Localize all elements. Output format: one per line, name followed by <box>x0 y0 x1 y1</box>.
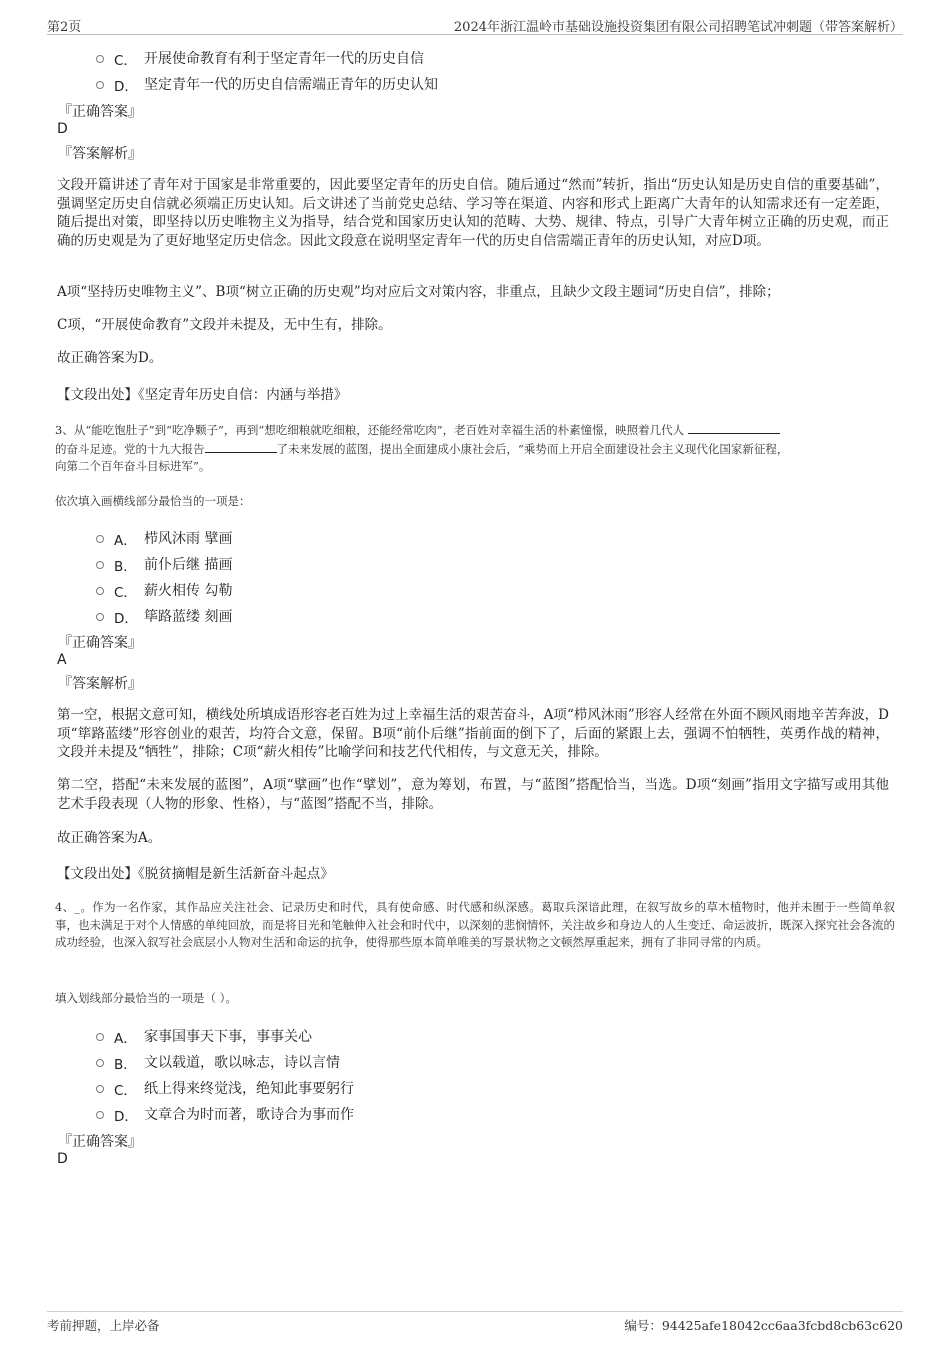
q3-answer: A <box>57 652 67 668</box>
radio-icon[interactable] <box>96 55 104 63</box>
q2-answer-label: 『正确答案』 <box>58 104 142 120</box>
q2-analysis-p3: C项，“开展使命教育”文段并未提及，无中生有，排除。 <box>57 317 392 333</box>
radio-icon[interactable] <box>96 587 104 595</box>
q4-stem: 4、_。作为一名作家，其作品应关注社会、记录历史和时代，具有使命感、时代感和纵深感。葛取兵深谙此理，在叙写故乡的草木植物时，他并未囿于一些简单叙事，也未满足于对个人情感的单纯回放，而是将目光和笔触伸入社会和时代中，以深刻的悲悯情怀，关注故乡和身边人的人生变迁、命运波折，既深入探究社会各流的成功经验，也深入叙写社会底层小人物对生活和命运的抗争，使得那些原本简单唯美的写景状物之文顿然厚重起来，拥有了非同寻常的内质。 <box>55 900 895 949</box>
q2-analysis-p2: A项“坚持历史唯物主义”、B项“树立正确的历史观”均对应后文对策内容，非重点，且缺少文段主题词“历史自信”，排除； <box>57 284 780 300</box>
q2-answer: D <box>57 121 68 137</box>
radio-icon[interactable] <box>96 1033 104 1041</box>
q3-analysis-p1: 第一空，根据文意可知，横线处所填成语形容老百姓为过上幸福生活的艰苦奋斗，A项“栉风沐雨”形容人经常在外面不顾风雨地辛苦奔波，D项“筚路蓝缕”形容创业的艰苦，均符合文意，保留。B项“前仆后继”指前面的倒下了，后面的紧跟上去，强调不怕牺牲，英勇作战的精神，文段并未提及“牺牲”，排除；C项“薪火相传”比喻学问和技艺代代相传，与文意无关，排除。 <box>57 707 889 760</box>
footer-slogan: 考前押题，上岸必备 <box>47 1318 160 1333</box>
radio-icon[interactable] <box>96 1085 104 1093</box>
q4-instruction: 填入划线部分最恰当的一项是（ ）。 <box>55 991 237 1005</box>
q3-stem: 3、从“能吃饱肚子”到“吃净颗子”，再到“想吃细粮就吃细粮，还能经常吃肉”，老百姓对幸福生活的朴素憧憬，映照着几代人 的奋斗足迹。党的十九大报告 了未来发展的蓝图，提出全面建成小康社会后，“乘势而上开启全面建设社会主义现代化国家新征程， 向第二个百年奋斗目标进军”。 <box>55 423 789 473</box>
radio-icon[interactable] <box>96 561 104 569</box>
q2-analysis-label: 『答案解析』 <box>58 146 142 162</box>
q3-analysis-label: 『答案解析』 <box>58 676 142 692</box>
q3-answer-label: 『正确答案』 <box>58 635 142 651</box>
radio-icon[interactable] <box>96 535 104 543</box>
radio-icon[interactable] <box>96 1111 104 1119</box>
page-footer <box>47 1311 903 1336</box>
footer-doc-id: 编号：94425afe18042cc6aa3fcbd8cb63c620 <box>624 1318 903 1333</box>
radio-icon[interactable] <box>96 81 104 89</box>
q3-analysis-conclusion: 故正确答案为A。 <box>57 830 162 846</box>
page-header <box>47 14 903 35</box>
radio-icon[interactable] <box>96 613 104 621</box>
q4-answer: D <box>57 1151 68 1167</box>
q3-instruction: 依次填入画横线部分最恰当的一项是： <box>55 494 251 508</box>
q2-analysis-p1: 文段开篇讲述了青年对于国家是非常重要的，因此要坚定青年的历史自信。随后通过“然而”转折，指出“历史认知是历史自信的重要基础”，强调坚定历史自信就必须端正历史认知。后文讲述了当前党史总结、学习等在渠道、内容和形式上距离广大青年的认知需求还有一定差距，随后提出对策，即坚持以历史唯物主义为指导，结合党和国家历史认知的范畴、大势、规律、特点，引导广大青年树立正确的历史观，而正确的历史观是为了更好地坚定历史信念。因此文段意在说明坚定青年一代的历史自信需端正青年的历史认知，对应D项。 <box>57 177 889 249</box>
q2-source: 【文段出处】《坚定青年历史自信：内涵与举措》 <box>57 387 348 403</box>
radio-icon[interactable] <box>96 1059 104 1067</box>
q2-analysis-conclusion: 故正确答案为D。 <box>57 350 163 366</box>
q3-analysis-p2: 第二空，搭配“未来发展的蓝图”，A项“擘画”也作“擘划”，意为筹划，布置，与“蓝图”搭配恰当，当选。D项“刻画”指用文字描写或用其他艺术手段表现（人物的形象、性格），与“蓝图”搭配不当，排除。 <box>57 777 889 812</box>
q3-source: 【文段出处】《脱贫摘帽是新生活新奋斗起点》 <box>57 866 334 882</box>
document-title: 2024年浙江温岭市基础设施投资集团有限公司招聘笔试冲刺题（带答案解析） <box>453 20 903 35</box>
q4-answer-label: 『正确答案』 <box>58 1134 142 1150</box>
page-number: 第2页 <box>47 20 82 35</box>
